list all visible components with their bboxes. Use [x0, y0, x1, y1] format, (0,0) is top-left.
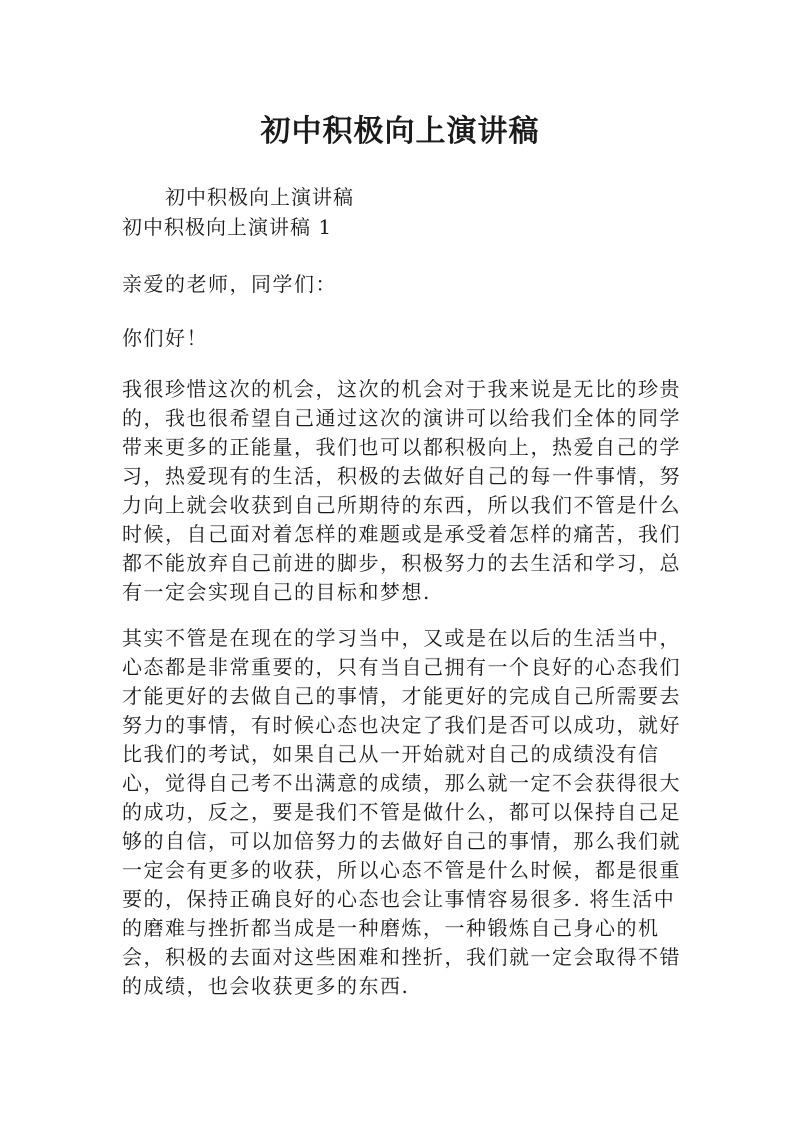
salutation: 亲爱的老师，同学们： — [122, 272, 337, 296]
document-subtitle: 初中积极向上演讲稿 — [165, 185, 354, 209]
body-paragraph: 其实不管是在现在的学习当中，又或是在以后的生活当中，心态都是非常重要的，只有当自己拥有一个良好的心态我们才能更好的去做自己的事情，才能更好的完成自己所需要去努力的事情，有时候心态也决定了我们是否可以成功，就好比我们的考试，如果自己从一开始就对自己的成绩没有信心，觉得自己考不出满意的成绩，那么就一定不会获得很大的成功，反之，要是我们不管是做什么，都可以保持自己足够的自信，可以加倍努力的去做好自己的事情，那么我们就一定会有更多的收获，所以心态不管是什么时候，都是很重要的，保持正确良好的心态也会让事情容易很多. 将生活中的磨难与挫折都当成是一种磨炼，一种锻炼自己身心的机会，积极的去面对这些困难和挫折，我们就一定会取得不错的成绩，也会收获更多的东西. — [122, 626, 681, 998]
section-heading: 初中积极向上演讲稿 1 — [122, 215, 333, 239]
greeting: 你们好！ — [122, 326, 208, 350]
document-title: 初中积极向上演讲稿 — [260, 114, 540, 149]
body-paragraph: 我很珍惜这次的机会，这次的机会对于我来说是无比的珍贵的，我也很希望自己通过这次的演讲可以给我们全体的同学带来更多的正能量，我们也可以都积极向上，热爱自己的学习，热爱现有的生活，积极的去做好自己的每一件事情，努力向上就会收获到自己所期待的东西，所以我们不管是什么时候，自己面对着怎样的难题或是承受着怎样的痛苦，我们都不能放弃自己前进的脚步，积极努力的去生活和学习，总有一定会实现自己的目标和梦想. — [122, 377, 681, 604]
